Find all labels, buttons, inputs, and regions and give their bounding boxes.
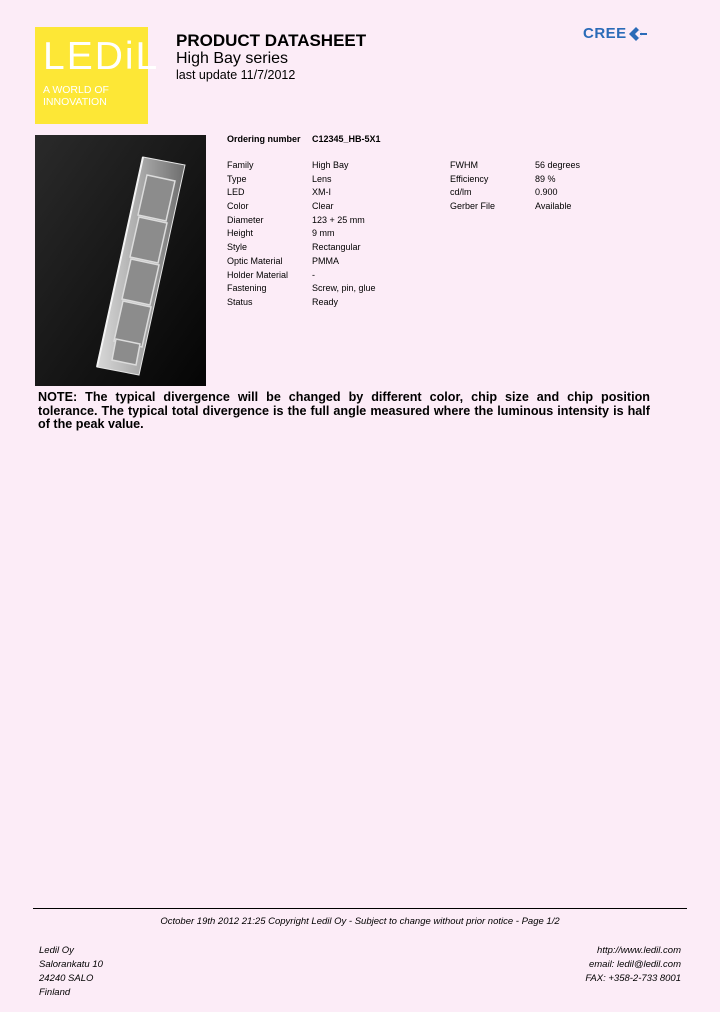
spec-row-gerber-file — [450, 201, 630, 215]
spec-row-holder-material — [227, 270, 427, 284]
spec-value: 89 % — [535, 173, 556, 184]
spec-label: Efficiency — [450, 173, 489, 184]
spec-value: Lens — [312, 173, 332, 184]
ordering-number-label: Ordering number — [227, 134, 301, 144]
logo-tagline-2: INNOVATION — [43, 96, 107, 108]
page-title: PRODUCT DATASHEET — [176, 31, 367, 50]
spec-value: Screw, pin, glue — [312, 283, 376, 294]
spec-value: Available — [535, 201, 572, 212]
address-line: Finland — [39, 987, 71, 998]
spec-value: Rectangular — [312, 242, 361, 253]
company-contact — [585, 944, 681, 986]
fax-number: FAX: +358-2-733 8001 — [585, 973, 681, 984]
spec-row-cd-lm — [450, 187, 630, 201]
website-link[interactable]: http://www.ledil.com — [597, 945, 681, 956]
spec-value: - — [312, 269, 315, 280]
spec-row-style — [227, 242, 427, 256]
ordering-number-value: C12345_HB-5X1 — [312, 134, 381, 144]
spec-value: High Bay — [312, 160, 349, 170]
spec-label: Diameter — [227, 214, 264, 225]
spec-label: cd/lm — [450, 187, 472, 198]
spec-value: 9 mm — [312, 228, 335, 239]
spec-row-diameter — [227, 215, 427, 229]
spec-value: Ready — [312, 296, 339, 307]
spec-row-fastening — [227, 283, 427, 297]
spec-value: 56 degrees — [535, 160, 581, 170]
spec-row-color — [227, 201, 427, 215]
spec-table-right — [450, 160, 630, 215]
spec-row-family — [227, 160, 427, 174]
spec-table-left — [227, 160, 427, 311]
spec-label: Color — [227, 201, 249, 212]
spec-label: Type — [227, 173, 247, 184]
spec-row-status — [227, 297, 427, 311]
spec-value: Clear — [312, 201, 334, 212]
ledil-logo — [35, 27, 160, 124]
address-line: Ledil Oy — [39, 945, 74, 956]
spec-value: 0.900 — [535, 187, 558, 198]
company-address — [39, 944, 103, 1000]
spec-label: Fastening — [227, 283, 267, 294]
footer-copyright: October 19th 2012 21:25 Copyright Ledil Oy - Subject to change without prior notice - Page 1/2 — [160, 916, 560, 927]
spec-label: Status — [227, 296, 253, 307]
logo-tagline-1: A WORLD OF — [43, 84, 109, 96]
spec-label: Holder Material — [227, 269, 289, 280]
email-link[interactable]: email: ledil@ledil.com — [588, 959, 681, 970]
spec-label: Gerber File — [450, 201, 496, 212]
spec-row-type — [227, 174, 427, 188]
spec-value: XM-I — [312, 187, 331, 198]
spec-value: PMMA — [312, 255, 339, 266]
spec-label: Style — [227, 242, 248, 253]
spec-label: Family — [227, 160, 254, 170]
spec-label: FWHM — [450, 160, 478, 170]
spec-value: 123 + 25 mm — [312, 214, 365, 225]
spec-row-optic-material — [227, 256, 427, 270]
spec-row-fwhm — [450, 160, 630, 174]
spec-row-efficiency — [450, 174, 630, 188]
address-line: 24240 SALO — [39, 973, 94, 984]
spec-label: LED — [227, 187, 245, 198]
last-update: last update 11/7/2012 — [176, 68, 296, 82]
logo-wordmark: LEDiL — [43, 35, 160, 78]
address-line: Salorankatu 10 — [39, 959, 103, 970]
spec-row-led — [227, 187, 427, 201]
cree-wordmark: CREE — [583, 25, 627, 42]
product-photo — [35, 135, 206, 386]
spec-row-height — [227, 228, 427, 242]
divergence-note: NOTE: The typical divergence will be changed by different color, chip size and chip position tolerance. The typical total divergence is the full angle measured where the luminous intensity is half of the peak value. — [38, 390, 650, 431]
footer-divider — [33, 908, 687, 909]
cree-logo — [583, 26, 647, 42]
spec-label: Optic Material — [227, 255, 283, 266]
series-subtitle: High Bay series — [176, 50, 289, 67]
ordering-number — [227, 134, 381, 145]
spec-label: Height — [227, 228, 254, 239]
cree-arrow-icon — [629, 27, 647, 41]
